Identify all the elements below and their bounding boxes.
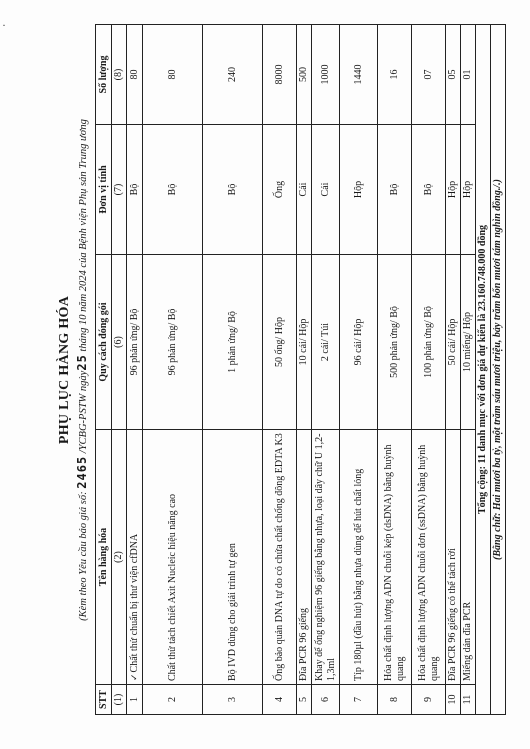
row-unit: Cái — [312, 125, 340, 255]
table-row — [340, 25, 378, 715]
table-row — [461, 25, 476, 715]
subtitle-end: tháng 10 năm 2024 của Bệnh viện Phụ sản Trung ương — [78, 119, 89, 352]
header-unit: Đơn vị tính — [96, 125, 112, 255]
row-pack: 96 cái/ Hộp — [340, 255, 378, 430]
header-stt: STT — [96, 685, 112, 715]
header-qty: Số lượng — [96, 25, 112, 125]
index-cell: (8) — [112, 25, 127, 125]
row-unit: Bộ — [127, 125, 143, 255]
table-row — [446, 25, 461, 715]
row-name: Hóa chất định lượng ADN chuỗi kép (dsDNA) bằng huỳnh quang — [378, 430, 412, 685]
index-cell: (1) — [112, 685, 127, 715]
total-text: Tổng cộng: 11 danh mục với đơn giá dự kiến là 23.160.748.000 đồng — [476, 25, 491, 715]
row-unit: Bộ — [378, 125, 412, 255]
row-stt: 9 — [412, 685, 446, 715]
row-pack: 96 phản ứng/ Bộ — [143, 255, 203, 430]
row-stt: 4 — [263, 685, 297, 715]
amount-in-words: (Bằng chữ: Hai mươi ba tỷ, một trăm sáu mươi triệu, bảy trăm bốn mươi tám nghìn đồng./.) — [491, 25, 506, 715]
row-pack: 96 phản ứng/ Bộ — [127, 255, 143, 430]
index-cell: (6) — [112, 255, 127, 430]
column-index-row — [112, 25, 127, 715]
row-qty: 8000 — [263, 25, 297, 125]
row-qty: 240 — [203, 25, 263, 125]
row-stt: 10 — [446, 685, 461, 715]
subtitle-suffix: /YCBG-PSTW ngày — [78, 370, 89, 454]
row-qty: 1440 — [340, 25, 378, 125]
row-stt: 6 — [312, 685, 340, 715]
appendix-title: PHỤ LỤC HÀNG HÓA — [57, 295, 72, 445]
table-row — [143, 25, 203, 715]
row-stt: 2 — [143, 685, 203, 715]
goods-table — [95, 24, 506, 715]
row-name: Đĩa PCR 96 giếng có thể tách rời — [446, 430, 461, 685]
table-row — [412, 25, 446, 715]
table-header-row — [96, 25, 112, 715]
row-pack: 500 phản ứng/ Bộ — [378, 255, 412, 430]
row-name: Chất thử tách chiết Axit Nucleic hiệu năng cao — [143, 430, 203, 685]
row-name: Bộ IVD dùng cho giải trình tự gen — [203, 430, 263, 685]
row-name: Khay để ống nghiệm 96 giếng bằng nhựa, loại dây chữ U 1,2-1,3ml — [312, 430, 340, 685]
rotated-appendix — [55, 25, 503, 715]
row-name-text: Chất thử chuẩn bị thư viện cfDNA — [129, 533, 140, 673]
amount-in-words-row — [491, 25, 506, 715]
table-row — [378, 25, 412, 715]
row-qty: 01 — [461, 25, 476, 125]
row-pack: 50 ống/ Hộp — [263, 255, 297, 430]
row-pack: 2 cái/ Túi — [312, 255, 340, 430]
row-unit: Hộp — [340, 125, 378, 255]
checkmark-icon: ✓ — [129, 673, 139, 681]
row-name: Đĩa PCR 96 giếng — [297, 430, 312, 685]
table-row — [312, 25, 340, 715]
row-unit: Cái — [297, 125, 312, 255]
row-stt: 3 — [203, 685, 263, 715]
row-stt: 8 — [378, 685, 412, 715]
row-qty: 05 — [446, 25, 461, 125]
row-unit: Bộ — [143, 125, 203, 255]
row-unit: Ống — [263, 125, 297, 255]
appendix-subtitle — [75, 25, 89, 715]
row-unit: Hộp — [461, 125, 476, 255]
row-qty: 80 — [127, 25, 143, 125]
row-qty: 80 — [143, 25, 203, 125]
row-pack: 10 miếng/ Hộp — [461, 255, 476, 430]
row-unit: Hộp — [446, 125, 461, 255]
handwritten-day: 25 — [75, 354, 89, 371]
row-stt: 5 — [297, 685, 312, 715]
subtitle-prefix: (Kèm theo Yêu cầu báo giá số: — [78, 491, 89, 621]
row-name: Ống bảo quản DNA tự do có chứa chất chống đông EDTA K3 — [263, 430, 297, 685]
row-name: Hóa chất định lượng ADN chuỗi đơn (ssDNA) bằng huỳnh quang — [412, 430, 446, 685]
total-row — [476, 25, 491, 715]
index-cell: (2) — [112, 430, 127, 685]
table-row — [127, 25, 143, 715]
table-row — [297, 25, 312, 715]
margin-mark: · — [2, 18, 6, 32]
row-stt: 7 — [340, 685, 378, 715]
row-pack: 10 cái/ Hộp — [297, 255, 312, 430]
handwritten-doc-number: 2465 — [75, 455, 89, 489]
row-name: Miếng dán đĩa PCR — [461, 430, 476, 685]
row-unit: Bộ — [412, 125, 446, 255]
row-pack: 1 phản ứng/ Bộ — [203, 255, 263, 430]
row-pack: 100 phản ứng/ Bộ — [412, 255, 446, 430]
row-stt: 11 — [461, 685, 476, 715]
header-pack: Quy cách đóng gói — [96, 255, 112, 430]
row-qty: 1000 — [312, 25, 340, 125]
table-row — [203, 25, 263, 715]
row-qty: 500 — [297, 25, 312, 125]
row-name — [127, 430, 143, 685]
index-cell: (7) — [112, 125, 127, 255]
row-qty: 07 — [412, 25, 446, 125]
row-qty: 16 — [378, 25, 412, 125]
row-unit: Bộ — [203, 125, 263, 255]
header-name: Tên hàng hóa — [96, 430, 112, 685]
row-pack: 50 cái/ Hộp — [446, 255, 461, 430]
row-name: Típ 180µl (đầu hút) bằng nhựa dùng để hút chất lỏng — [340, 430, 378, 685]
row-stt: 1 — [127, 685, 143, 715]
table-row — [263, 25, 297, 715]
